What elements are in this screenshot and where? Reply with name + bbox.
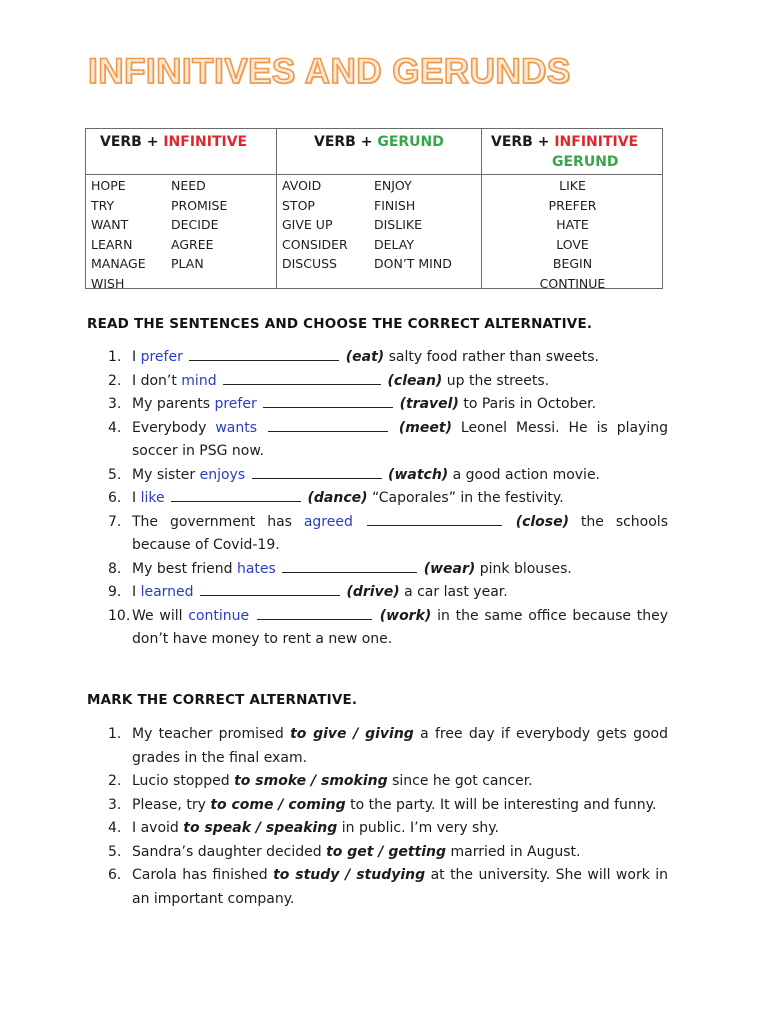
list-item: 9. I learned (drive) a car last year. bbox=[108, 584, 508, 600]
page-title: INFINITIVES AND GERUNDS bbox=[88, 52, 571, 91]
verb-cell: DISCUSS bbox=[282, 256, 337, 271]
infinitive-verbs-col-b bbox=[171, 176, 227, 274]
list-item: 4. Everybody wants (meet) Leonel Messi. He is playing soccer in PSG now. bbox=[108, 419, 668, 459]
verb-cell: FINISH bbox=[374, 197, 416, 213]
table-divider bbox=[276, 129, 277, 288]
verb-cell: LOVE bbox=[556, 236, 589, 252]
answer-options[interactable]: to get / getting bbox=[326, 843, 447, 860]
gerund-verbs-col-b bbox=[374, 176, 452, 274]
answer-options[interactable]: to give / giving bbox=[290, 726, 414, 742]
list-item: 6. Carola has finished to study / studying at the university. She will work in an important company. bbox=[108, 867, 669, 907]
list-item: 1. My teacher promised to give / giving a free day if everybody gets good grades in the final exam. bbox=[108, 726, 668, 766]
section2-heading: MARK THE CORRECT ALTERNATIVE. bbox=[87, 692, 358, 708]
verb-cell: AGREE bbox=[171, 236, 214, 252]
verb-cell: STOP bbox=[282, 197, 315, 213]
list-item: 3. My parents prefer (travel) to Paris in October. bbox=[108, 396, 597, 412]
list-item: 2. I don’t mind (clean) up the streets. bbox=[108, 372, 550, 389]
verb-cell: PLAN bbox=[171, 256, 204, 271]
answer-blank[interactable] bbox=[200, 583, 340, 596]
list-item: 2. Lucio stopped to smoke / smoking since he got cancer. bbox=[108, 773, 533, 789]
list-item: 8. My best friend hates (wear) pink blouses. bbox=[108, 560, 572, 577]
answer-options[interactable]: to study / studying bbox=[273, 867, 426, 883]
answer-blank[interactable] bbox=[171, 489, 301, 502]
verb-cell: LIKE bbox=[559, 178, 586, 193]
answer-blank[interactable] bbox=[268, 419, 388, 432]
header-verb-gerund: VERB + GERUND bbox=[314, 134, 444, 150]
verb-cell: DISLIKE bbox=[374, 217, 422, 232]
verb-cell: BEGIN bbox=[552, 256, 593, 271]
verb-cell: TRY bbox=[91, 197, 115, 213]
verb-cell: CONSIDER bbox=[282, 236, 348, 252]
verb-cell: PROMISE bbox=[171, 197, 228, 213]
answer-options[interactable]: to smoke / smoking bbox=[234, 773, 388, 789]
table-header-divider bbox=[86, 174, 662, 175]
list-item: 5. My sister enjoys (watch) a good action movie. bbox=[108, 466, 601, 483]
header-verb-infinitive: VERB + INFINITIVE bbox=[100, 134, 248, 150]
list-item: 5. Sandra’s daughter decided to get / getting married in August. bbox=[108, 843, 581, 860]
verb-cell: PREFER bbox=[548, 197, 597, 213]
answer-blank[interactable] bbox=[257, 607, 372, 620]
answer-blank[interactable] bbox=[189, 348, 339, 361]
verb-cell: NEED bbox=[171, 178, 206, 193]
verb-cell: WISH bbox=[91, 275, 125, 291]
list-item: 3. Please, try to come / coming to the party. It will be interesting and funny. bbox=[108, 796, 657, 813]
answer-options[interactable]: to speak / speaking bbox=[183, 820, 338, 836]
verb-cell: WANT bbox=[91, 217, 129, 232]
verb-cell: CONTINUE bbox=[539, 275, 606, 291]
verb-cell: HOPE bbox=[91, 178, 126, 193]
list-item: 6. I like (dance) “Caporales” in the festivity. bbox=[108, 490, 564, 506]
verb-cell: DON’T MIND bbox=[374, 256, 452, 271]
list-item: 7. The government has agreed (close) the schools because of Covid-19. bbox=[108, 513, 668, 553]
answer-blank[interactable] bbox=[263, 395, 393, 408]
verb-cell: DELAY bbox=[374, 236, 414, 252]
answer-blank[interactable] bbox=[367, 513, 502, 526]
verb-cell: LEARN bbox=[91, 236, 133, 252]
verb-cell: AVOID bbox=[282, 178, 322, 193]
list-item: 1. I prefer (eat) salty food rather than sweets. bbox=[108, 349, 600, 365]
answer-options[interactable]: to come / coming bbox=[210, 796, 346, 813]
verb-cell: HATE bbox=[556, 217, 589, 232]
list-item: 10. We will continue (work) in the same office because they don’t have money to rent a new one. bbox=[108, 607, 669, 647]
answer-blank[interactable] bbox=[223, 372, 381, 385]
infinitive-verbs-col-a bbox=[91, 176, 146, 293]
verb-cell: MANAGE bbox=[91, 256, 146, 271]
section1-list bbox=[108, 346, 668, 652]
answer-blank[interactable] bbox=[252, 466, 382, 479]
section1-heading: READ THE SENTENCES AND CHOOSE THE CORRECT ALTERNATIVE. bbox=[87, 316, 593, 332]
gerund-verbs-col-a bbox=[282, 176, 348, 274]
verb-cell: ENJOY bbox=[374, 178, 412, 193]
answer-blank[interactable] bbox=[282, 560, 417, 573]
verb-cell: GIVE UP bbox=[282, 217, 333, 232]
verb-cell: DECIDE bbox=[171, 217, 219, 232]
list-item: 4. I avoid to speak / speaking in public. I’m very shy. bbox=[108, 820, 499, 836]
header-verb-infinitive-gerund: VERB + INFINITIVE bbox=[491, 134, 639, 150]
verb-table bbox=[85, 128, 663, 289]
infinitive-gerund-verbs-col bbox=[482, 176, 663, 293]
header-gerund-second-line: GERUND bbox=[552, 154, 619, 170]
section2-list bbox=[108, 723, 668, 911]
